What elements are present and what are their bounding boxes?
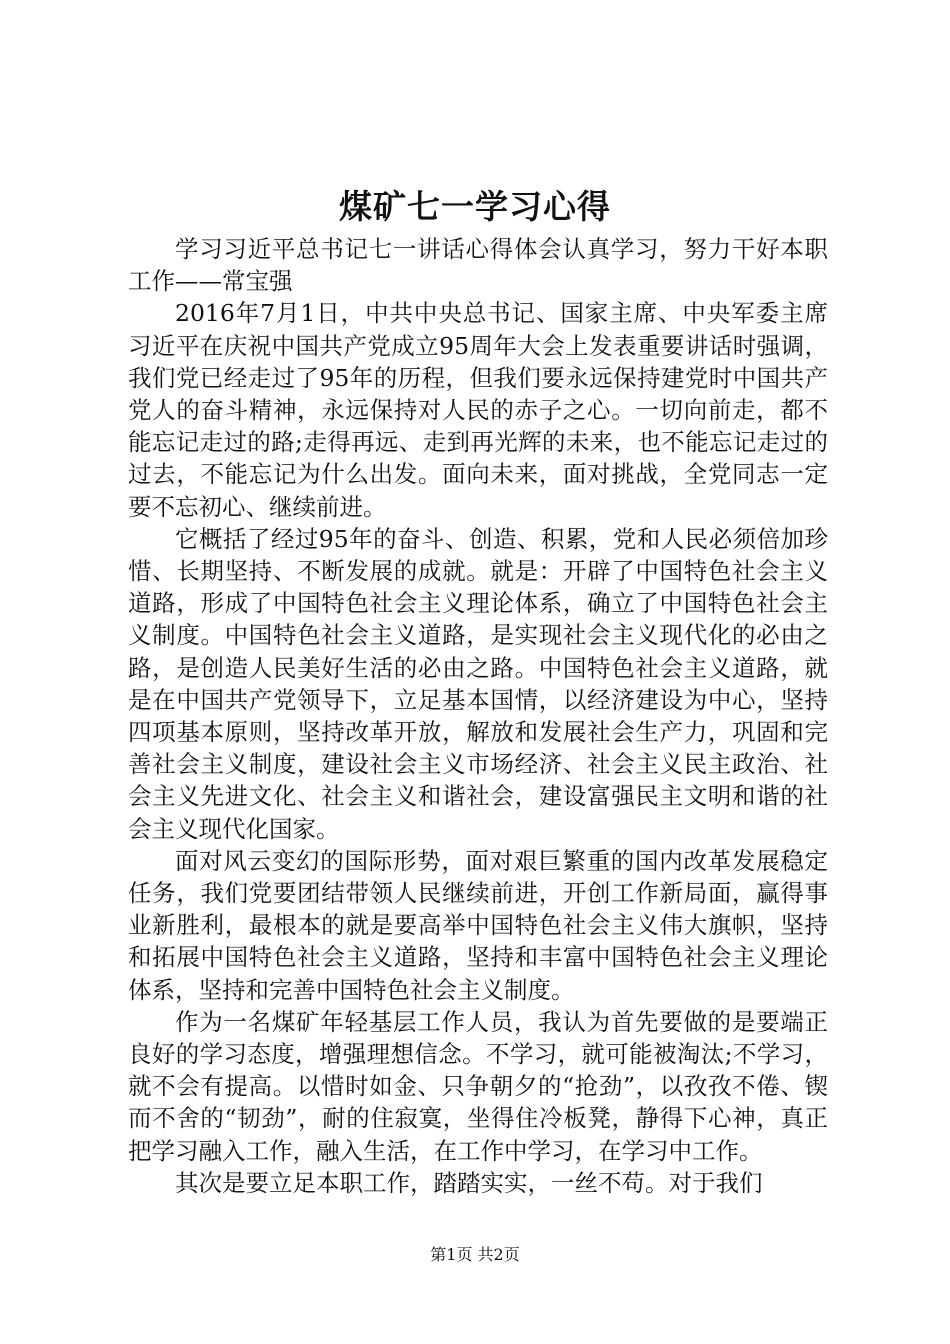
paragraph-5: 其次是要立足本职工作，踏踏实实，一丝不苟。对于我们: [175, 1168, 763, 1197]
paragraph-1: 2016年7月1日，中共中央总书记、国家主席、中央军委主席习近平在庆祝中国共产党成立95周年大会上发表重要讲话时强调，我们党已经走过了95年的历程，但我们要永远保持建党时中国共产党人的奋斗精神，永远保持对人民的赤子之心。一切向前走，都不能忘记走过的路;走得再远、走到再光辉的未来，也不能忘记走过的过去，不能忘记为什么出发。面向未来，面对挑战，全党同志一定要不忘初心、继续前进。: [128, 299, 828, 521]
page-number-footer: 第1页 共2页: [430, 1245, 520, 1264]
paragraph-subtitle: 学习习近平总书记七一讲话心得体会认真学习，努力干好本职工作——常宝强: [128, 235, 828, 296]
document-title: 煤矿七一学习心得: [339, 187, 611, 226]
document-body: [128, 233, 828, 1199]
paragraph-4: 作为一名煤矿年轻基层工作人员，我认为首先要做的是要端正良好的学习态度，增强理想信念。不学习，就可能被淘汰;不学习，就不会有提高。以惜时如金、只争朝夕的“抢劲”，以孜孜不倦、锲而不舍的“韧劲”，耐的住寂寞，坐得住冷板凳，静得下心神，真正把学习融入工作，融入生活，在工作中学习，在学习中工作。: [128, 1007, 828, 1165]
paragraph-3: 面对风云变幻的国际形势，面对艰巨繁重的国内改革发展稳定任务，我们党要团结带领人民继续前进，开创工作新局面，赢得事业新胜利，最根本的就是要高举中国特色社会主义伟大旗帜，坚持和拓展中国特色社会主义道路，坚持和丰富中国特色社会主义理论体系，坚持和完善中国特色社会主义制度。: [128, 846, 828, 1004]
paragraph-2: 它概括了经过95年的奋斗、创造、积累，党和人民必须倍加珍惜、长期坚持、不断发展的成就。就是：开辟了中国特色社会主义道路，形成了中国特色社会主义理论体系，确立了中国特色社会主义制度。中国特色社会主义道路，是实现社会主义现代化的必由之路，是创造人民美好生活的必由之路。中国特色社会主义道路，就是在中国共产党领导下，立足基本国情，以经济建设为中心，坚持四项基本原则，坚持改革开放，解放和发展社会生产力，巩固和完善社会主义制度，建设社会主义市场经济、社会主义民主政治、社会主义先进文化、社会主义和谐社会，建设富强民主文明和谐的社会主义现代化国家。: [128, 524, 828, 843]
